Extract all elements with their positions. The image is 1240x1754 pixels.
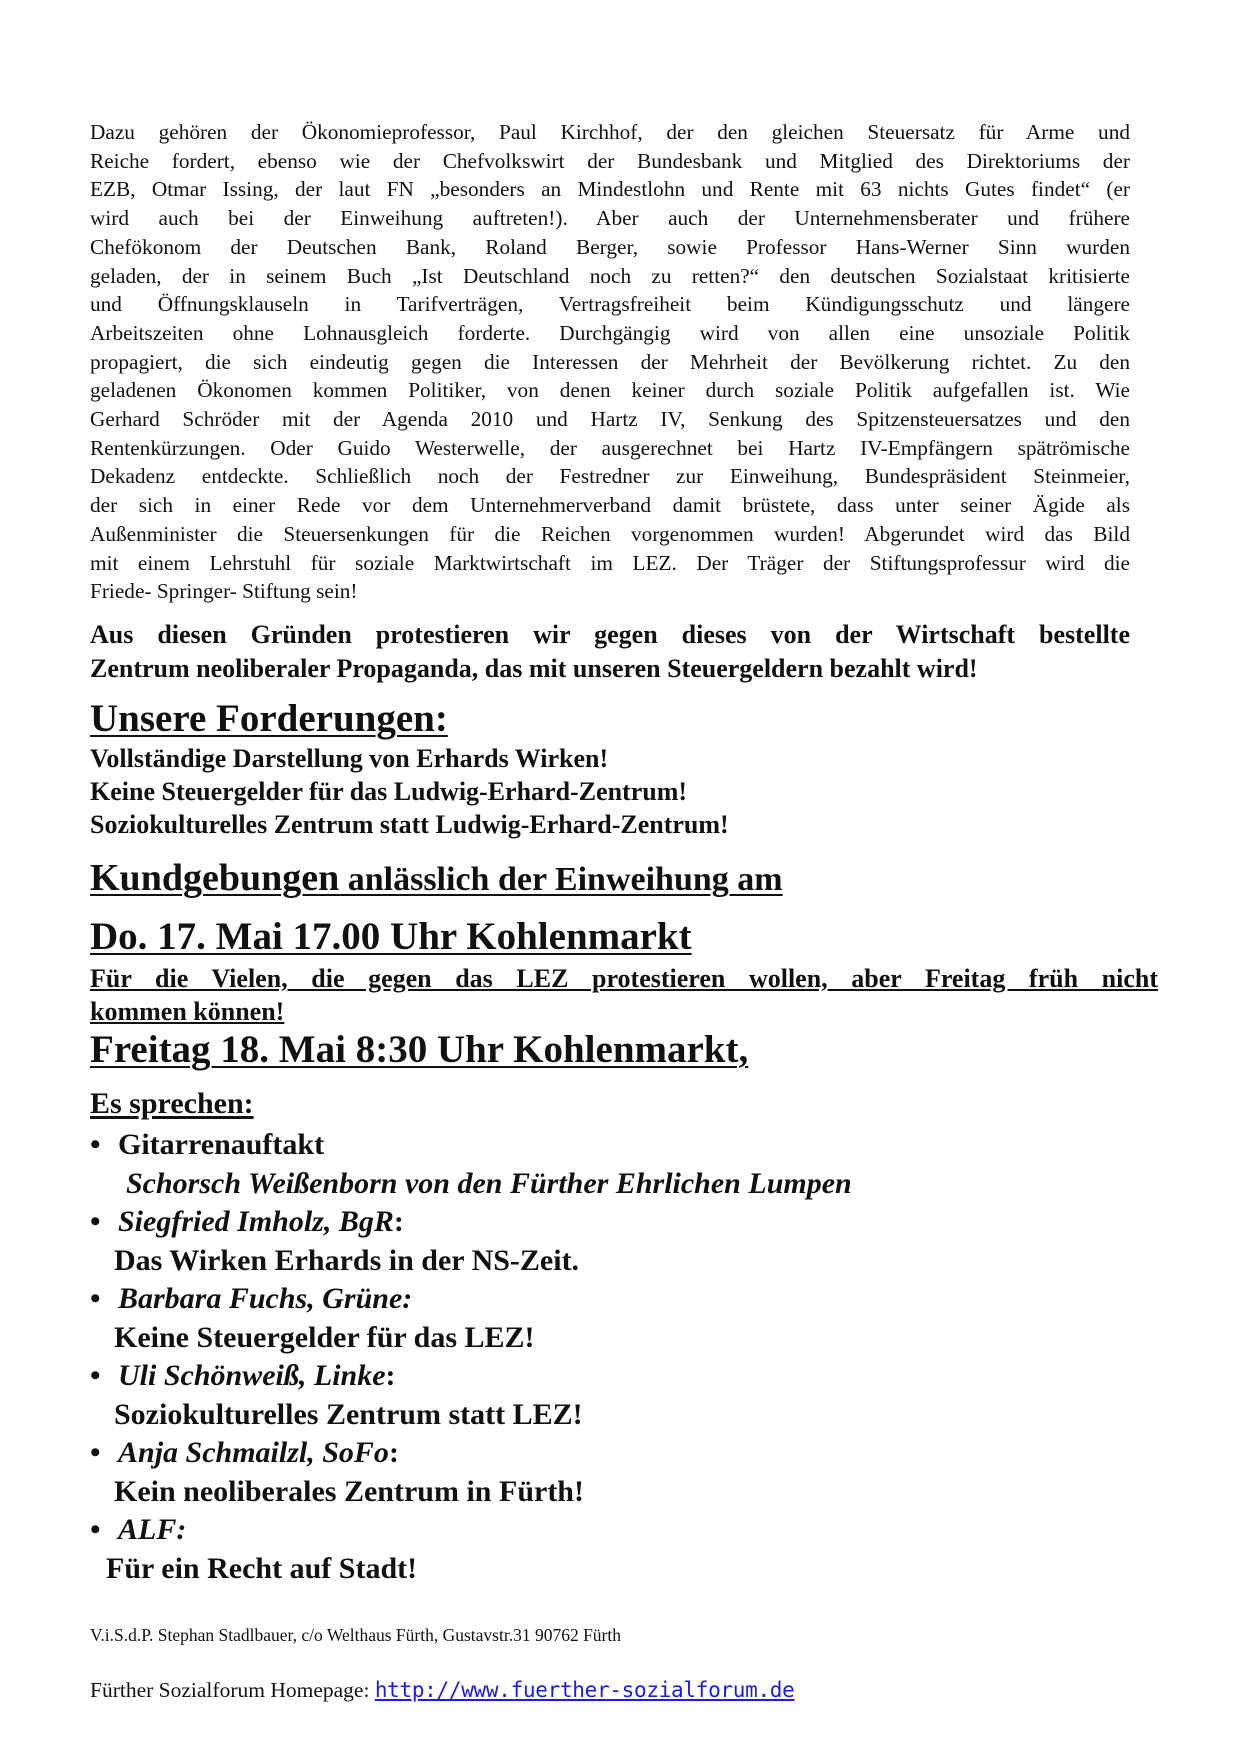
demand-item: Vollständige Darstellung von Erhards Wirken! xyxy=(90,744,609,773)
speaker-item xyxy=(90,1203,1140,1280)
body-line: Dekadenz entdeckte. Schließlich noch der Festredner zur Einweihung, Bundespräsident Steinmeier, xyxy=(90,464,1130,489)
speaker-name: Anja Schmailzl, SoFo xyxy=(118,1436,389,1469)
body-line: Dazu gehören der Ökonomieprofessor, Paul Kirchhof, der den gleichen Steuersatz für Arme und xyxy=(90,120,1130,144)
rally-heading-rest: anlässlich der Einweihung am xyxy=(339,861,783,898)
note-line: Für die Vielen, die gegen das LEZ protestieren wollen, aber Freitag früh nicht xyxy=(90,964,1158,993)
speaker-item xyxy=(90,1511,1140,1588)
body-paragraph xyxy=(90,118,1130,606)
homepage-line xyxy=(90,1676,794,1704)
body-line: Arbeitszeiten ohne Lohnausgleich forderte. Durchgängig wird von allen eine unsoziale Politik xyxy=(90,320,1130,345)
body-line: Gerhard Schröder mit der Agenda 2010 und Hartz IV, Senkung des Spitzensteuersatzes und den xyxy=(90,407,1130,432)
body-line: Friede- Springer- Stiftung sein! xyxy=(90,579,358,604)
speaker-name: Siegfried Imholz, BgR xyxy=(118,1205,394,1238)
speaker-topic: Soziokulturelles Zentrum statt LEZ! xyxy=(114,1397,583,1431)
body-line: Rentenkürzungen. Oder Guido Westerwelle, der ausgerechnet bei Hartz IV-Empfängern spätrömische xyxy=(90,435,1130,460)
rally-date-thursday-note xyxy=(90,962,1158,1028)
homepage-label: Fürther Sozialforum Homepage: xyxy=(90,1678,375,1702)
protest-line: Zentrum neoliberaler Propaganda, das mit unseren Steuergeldern bezahlt wird! xyxy=(90,654,978,683)
body-line: der sich in einer Rede vor dem Unternehmerverband damit brüstete, dass unter seiner Ägide als xyxy=(90,493,1130,518)
body-line: Reiche fordert, ebenso wie der Chefvolkswirt der Bundesbank und Mitglied des Direktoriums der xyxy=(90,148,1130,173)
body-line: geladen, der in seinem Buch „Ist Deutschland noch zu retten?“ den deutschen Sozialstaat kritisierte xyxy=(90,263,1130,288)
bullet-icon: • xyxy=(90,1359,101,1392)
speaker-item xyxy=(90,1280,1140,1357)
demands-heading: Unsere Forderungen: xyxy=(90,697,448,740)
homepage-link[interactable]: http://www.fuerther-sozialforum.de xyxy=(374,1678,795,1702)
speakers-heading: Es sprechen: xyxy=(90,1087,254,1120)
bullet-icon: • xyxy=(90,1205,101,1238)
note-line: kommen können! xyxy=(90,997,285,1026)
bullet-icon: • xyxy=(90,1436,101,1469)
speaker-colon: : xyxy=(388,1436,399,1469)
body-line: und Öffnungsklauseln in Tarifverträgen, Vertragsfreiheit beim Kündigungsschutz und längere xyxy=(90,292,1130,317)
speaker-colon: : xyxy=(393,1205,404,1238)
speaker-topic: Das Wirken Erhards in der NS-Zeit. xyxy=(114,1243,580,1277)
rally-date-friday: Freitag 18. Mai 8:30 Uhr Kohlenmarkt, xyxy=(90,1028,749,1071)
body-line: Außenminister die Steuersenkungen für die Reichen vorgenommen wurden! Abgerundet wird das Bild xyxy=(90,521,1130,546)
demand-item: Keine Steuergelder für das Ludwig-Erhard-Zentrum! xyxy=(90,777,688,806)
body-line: propagiert, die sich eindeutig gegen die Interessen der Mehrheit der Bevölkerung richtet. Zu den xyxy=(90,349,1130,374)
body-line: mit einem Lehrstuhl für soziale Marktwirtschaft im LEZ. Der Träger der Stiftungsprofessur wird die xyxy=(90,550,1130,575)
demands-list xyxy=(90,742,729,841)
speaker-item xyxy=(90,1434,1140,1511)
bullet-icon: • xyxy=(90,1128,101,1161)
body-line: Chefökonom der Deutschen Bank, Roland Berger, sowie Professor Hans-Werner Sinn wurden xyxy=(90,234,1130,259)
speaker-name: Gitarrenauftakt xyxy=(118,1128,325,1161)
speaker-name: Uli Schönweiß, Linke xyxy=(118,1359,386,1392)
rally-date-thursday: Do. 17. Mai 17.00 Uhr Kohlenmarkt xyxy=(90,915,692,958)
speaker-topic: Schorsch Weißenborn von den Fürther Ehrlichen Lumpen xyxy=(126,1166,852,1200)
body-line: geladenen Ökonomen kommen Politiker, von denen keiner durch soziale Politik aufgefallen ist. Wie xyxy=(90,378,1130,403)
body-line: wird auch bei der Einweihung auftreten!). Aber auch der Unternehmensberater und frühere xyxy=(90,206,1130,231)
speaker-item xyxy=(90,1357,1140,1434)
speaker-topic: Keine Steuergelder für das LEZ! xyxy=(114,1320,535,1354)
speakers-list xyxy=(90,1126,1140,1588)
bullet-icon: • xyxy=(90,1282,101,1315)
rally-heading xyxy=(90,857,783,901)
speaker-name: ALF: xyxy=(118,1513,187,1546)
protest-statement xyxy=(90,618,1130,686)
speaker-colon: : xyxy=(385,1359,396,1392)
demand-item: Soziokulturelles Zentrum statt Ludwig-Erhard-Zentrum! xyxy=(90,810,729,839)
protest-line: Aus diesen Gründen protestieren wir gegen dieses von der Wirtschaft bestellte xyxy=(90,620,1130,649)
imprint-line: V.i.S.d.P. Stephan Stadlbauer, c/o Welthaus Fürth, Gustavstr.31 90762 Fürth xyxy=(90,1625,621,1645)
speaker-topic: Für ein Recht auf Stadt! xyxy=(106,1551,418,1585)
bullet-icon: • xyxy=(90,1513,101,1546)
rally-heading-keyword: Kundgebungen xyxy=(90,857,340,899)
speaker-topic: Kein neoliberales Zentrum in Fürth! xyxy=(114,1474,584,1508)
speaker-name: Barbara Fuchs, Grüne: xyxy=(118,1282,413,1315)
body-line: EZB, Otmar Issing, der laut FN „besonders an Mindestlohn und Rente mit 63 nichts Gutes findet“ (er xyxy=(90,177,1130,202)
speaker-item xyxy=(90,1126,1140,1203)
